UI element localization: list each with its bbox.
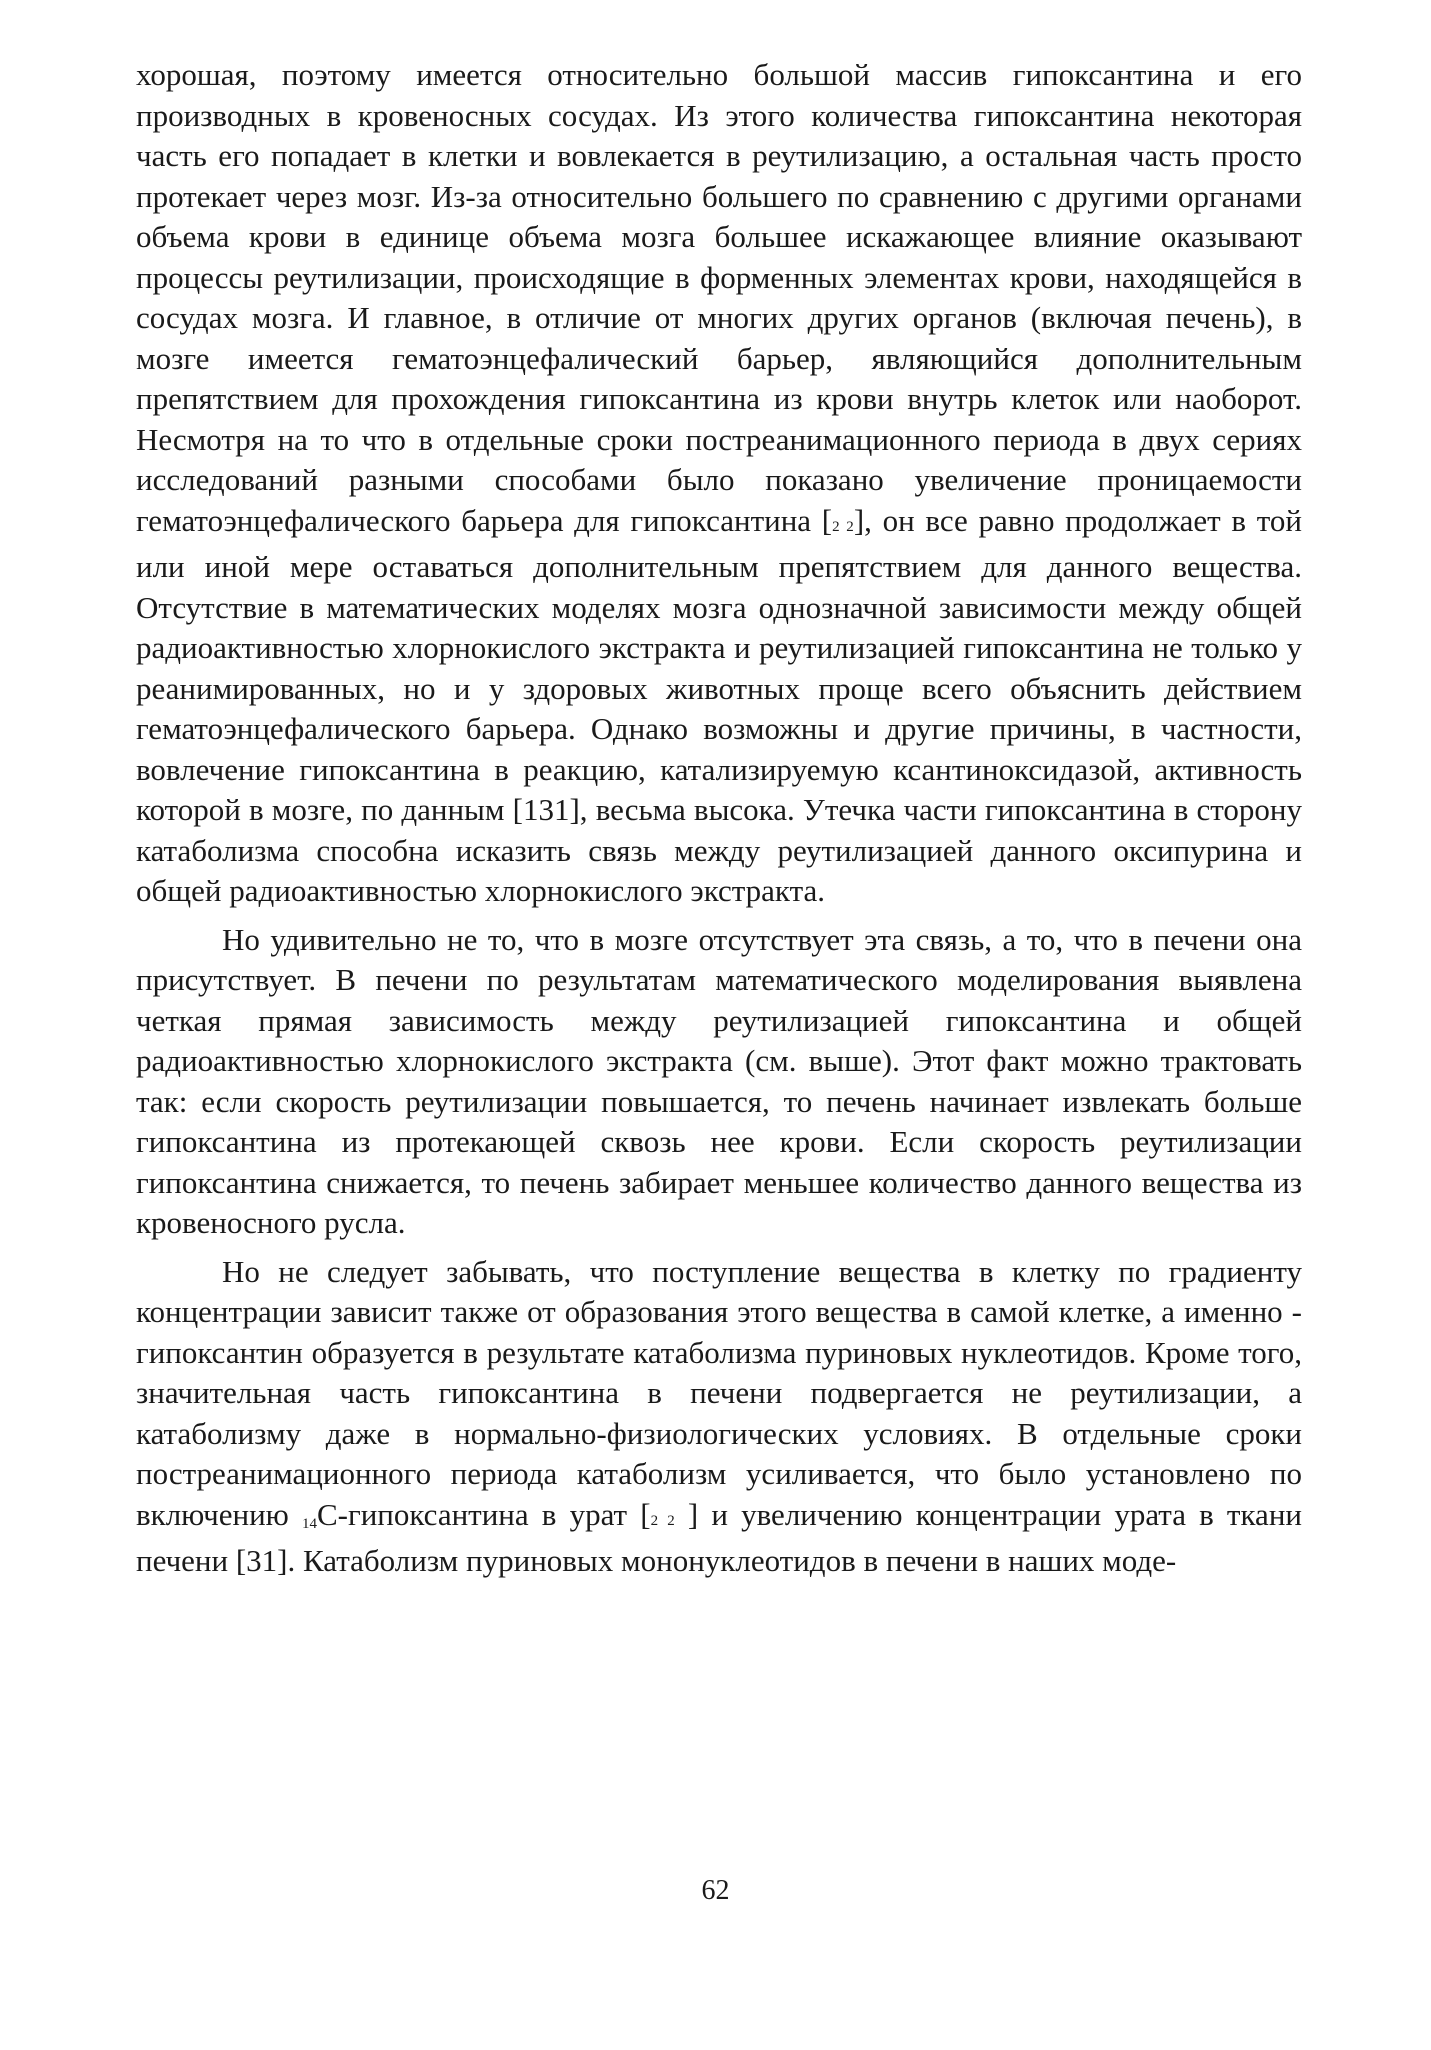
- document-page: [136, 55, 1302, 1590]
- page-number: 62: [701, 1875, 730, 1906]
- paragraph-1: [136, 55, 1302, 912]
- paragraph-1-text-b: ], он все равно продолжает в той или иной мере оставаться дополнительным препятствием для данного вещества. Отсутствие в математических моделях мозга однозначной зависимости между общей радиоактивностью хлорнокислого экстракта и реутилизацией гипоксантина не только у реанимированных, но и у здоровых животных проще всего объяснить действием гематоэнцефалического барьера. Однако возможны и другие причины, в частности, вовлечение гипоксантина в реакцию, катализируемую ксантиноксидазой, активность которой в мозге, по данным [131], весьма высока. Утечка части гипоксантина в сторону катаболизма способна исказить связь между реутилизацией данного оксипурина и общей радиоактивностью хлорнокислого экстракта.: [136, 502, 1302, 908]
- citation-ref: 2 2: [650, 1512, 675, 1529]
- paragraph-3-text-b: С-гипоксантина в урат [: [317, 1496, 651, 1532]
- paragraph-1-text-a: хорошая, поэтому имеется относительно большой массив гипоксантина и его производных в кровеносных сосудах. Из этого количества гипоксантина некоторая часть его попадает в клетки и вовлекается в реутилизацию, а остальная часть просто протекает через мозг. Из-за относительно большего по сравнению с другими органами объема крови в единице объема мозга большее искажающее влияние оказывают процессы реутилизации, происходящие в форменных элементах крови, находящейся в сосудах мозга. И главное, в отличие от многих других органов (включая печень), в мозге имеется гематоэнцефалический барьер, являющийся дополнительным препятствием для прохождения гипоксантина из крови внутрь клеток или наоборот. Несмотря на то что в отдельные сроки постреанимационного периода в двух сериях исследований разными способами было показано увеличение проницаемости гематоэнцефалического барьера для гипоксантина [: [136, 57, 1302, 538]
- isotope-subscript: 14: [302, 1515, 317, 1532]
- paragraph-3-text-c: ] и увеличению концентрации урата в ткани печени [31]. Катаболизм пуриновых мононуклеотидов в печени в наших моде-: [136, 1496, 1302, 1578]
- citation-ref: 2 2: [832, 518, 854, 535]
- paragraph-3-text-a: Но не следует забывать, что поступление вещества в клетку по градиенту концентрации зависит также от образования этого вещества в самой клетке, а именно - гипоксантин образуется в результате катаболизма пуриновых нуклеотидов. Кроме того, значительная часть гипоксантина в печени подвергается не реутилизации, а катаболизму даже в нормально-физиологических условиях. В отдельные сроки постреанимационного периода катаболизм усиливается, что было установлено по включению: [136, 1253, 1302, 1532]
- paragraph-3: [136, 1252, 1302, 1582]
- paragraph-2: Но удивительно не то, что в мозге отсутствует эта связь, а то, что в печени она присутствует. В печени по результатам математического моделирования выявлена четкая прямая зависимость между реутилизацией гипоксантина и общей радиоактивностью хлорнокислого экстракта (см. выше). Этот факт можно трактовать так: если скорость реутилизации повышается, то печень начинает извлекать больше гипоксантина из протекающей сквозь нее крови. Если скорость реутилизации гипоксантина снижается, то печень забирает меньшее количество данного вещества из кровеносного русла.: [136, 921, 1302, 1240]
